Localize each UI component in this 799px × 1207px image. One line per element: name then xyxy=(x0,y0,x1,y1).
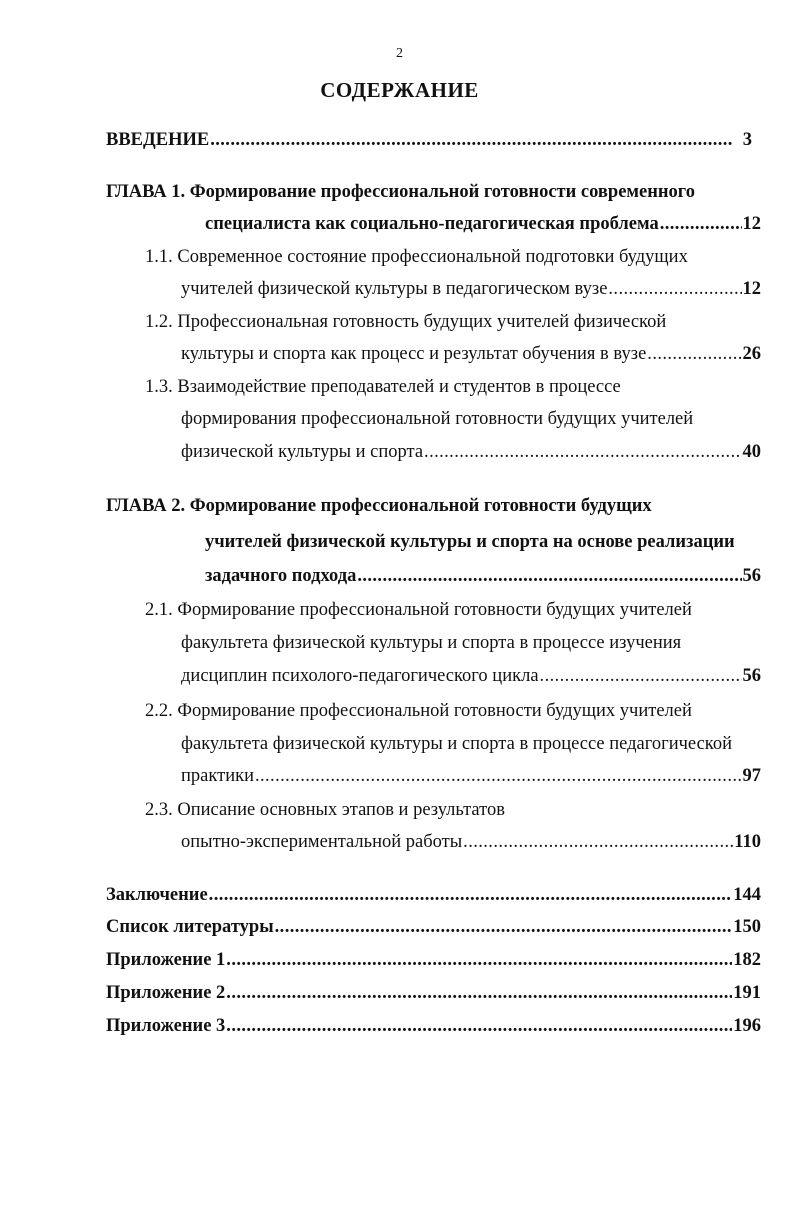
toc-entry-label: культуры и спорта как процесс и результат обучения в вузе xyxy=(181,344,647,364)
toc-entry-label: Заключение xyxy=(106,885,208,905)
dot-leader xyxy=(275,914,733,940)
chapter1-heading-line1 xyxy=(106,179,695,205)
toc-entry-label: 2.1. Формирование профессиональной готовности будущих учителей xyxy=(145,600,692,620)
toc-page-number: 56 xyxy=(742,566,761,586)
toc-entry-label: Приложение 2 xyxy=(106,983,226,1003)
toc-entry-label: ГЛАВА 2. Формирование профессиональной готовности будущих xyxy=(106,496,652,516)
toc-entry-appendix-1[interactable] xyxy=(106,947,761,973)
section-1-3-line2 xyxy=(181,406,693,432)
toc-entry-label: Приложение 1 xyxy=(106,950,226,970)
toc-page-number: 110 xyxy=(734,832,761,852)
dot-leader xyxy=(226,1013,732,1039)
toc-entry-label: 1.2. Профессиональная готовность будущих учителей физической xyxy=(145,312,667,332)
dot-leader xyxy=(540,663,742,689)
dot-leader xyxy=(226,947,732,973)
section-2-1-line2 xyxy=(181,630,681,656)
toc-page-number: 26 xyxy=(742,344,761,364)
toc-page-number: 182 xyxy=(733,950,761,970)
toc-entry-label: дисциплин психолого-педагогического цикла xyxy=(181,666,539,686)
dot-leader xyxy=(255,763,742,789)
toc-entry-label: специалиста как социально-педагогическая проблема xyxy=(205,214,659,234)
section-1-1-line1 xyxy=(145,244,688,270)
toc-page-number: 150 xyxy=(733,917,761,937)
toc-entry-label: 2.2. Формирование профессиональной готовности будущих учителей xyxy=(145,701,692,721)
toc-entry-references[interactable] xyxy=(106,914,761,940)
toc-entry-label: 1.1. Современное состояние профессиональной подготовки будущих xyxy=(145,247,688,267)
page-title: СОДЕРЖАНИЕ xyxy=(320,78,479,102)
toc-page-number: 144 xyxy=(733,885,761,905)
dot-leader xyxy=(210,127,732,153)
toc-entry-label: ВВЕДЕНИЕ xyxy=(106,130,210,150)
toc-page-number: 97 xyxy=(742,766,761,786)
toc-entry-label: Список литературы xyxy=(106,917,274,937)
dot-leader xyxy=(357,563,741,589)
dot-leader xyxy=(463,829,733,855)
section-1-3-line1 xyxy=(145,374,621,400)
dot-leader xyxy=(226,980,732,1006)
dot-leader xyxy=(660,211,742,237)
toc-entry-section-1-3[interactable] xyxy=(181,439,761,465)
page-number: 2 xyxy=(396,46,403,61)
toc-entry-section-2-1[interactable] xyxy=(181,663,761,689)
toc-entry-chapter1[interactable] xyxy=(205,211,761,237)
toc-entry-appendix-2[interactable] xyxy=(106,980,761,1006)
section-2-1-line1 xyxy=(145,597,692,623)
toc-page-number: 196 xyxy=(733,1016,761,1036)
toc-entry-label: 1.3. Взаимодействие преподавателей и студентов в процессе xyxy=(145,377,621,397)
toc-entry-label: Приложение 3 xyxy=(106,1016,226,1036)
toc-page-number: 12 xyxy=(742,214,761,234)
toc-page-number: 3 xyxy=(742,130,752,150)
toc-entry-label: учителей физической культуры и спорта на основе реализации xyxy=(205,532,735,552)
toc-entry-chapter2[interactable] xyxy=(205,563,761,589)
toc-entry-label: формирования профессиональной готовности будущих учителей xyxy=(181,409,694,429)
toc-entry-appendix-3[interactable] xyxy=(106,1013,761,1039)
toc-entry-section-1-1[interactable] xyxy=(181,276,761,302)
toc-entry-label: физической культуры и спорта xyxy=(181,442,424,462)
toc-entry-label: факультета физической культуры и спорта в процессе педагогической xyxy=(181,734,732,754)
toc-page-number: 40 xyxy=(742,442,761,462)
chapter2-heading-line2 xyxy=(205,529,735,555)
dot-leader xyxy=(647,341,741,367)
dot-leader xyxy=(608,276,741,302)
toc-page-number: 56 xyxy=(742,666,761,686)
section-2-2-line2 xyxy=(181,731,732,757)
toc-entry-conclusion[interactable] xyxy=(106,882,761,908)
toc-entry-label: факультета физической культуры и спорта в процессе изучения xyxy=(181,633,682,653)
section-2-2-line1 xyxy=(145,698,692,724)
toc-entry-label: опытно-экспериментальной работы xyxy=(181,832,463,852)
toc-entry-section-2-3[interactable] xyxy=(181,829,761,855)
section-1-2-line1 xyxy=(145,309,666,335)
toc-entry-label: 2.3. Описание основных этапов и результатов xyxy=(145,800,505,820)
toc-entry-label: задачного подхода xyxy=(205,566,357,586)
toc-page-number: 191 xyxy=(733,983,761,1003)
section-2-3-line1 xyxy=(145,797,505,823)
chapter2-heading-line1 xyxy=(106,493,652,519)
toc-entry-label: ГЛАВА 1. Формирование профессиональной готовности современного xyxy=(106,182,695,202)
toc-entry-label: практики xyxy=(181,766,254,786)
toc-entry-section-2-2[interactable] xyxy=(181,763,761,789)
toc-entry-label: учителей физической культуры в педагогическом вузе xyxy=(181,279,608,299)
toc-entry-intro[interactable] xyxy=(106,127,752,153)
dot-leader xyxy=(209,882,733,908)
dot-leader xyxy=(424,439,741,465)
toc-page-number: 12 xyxy=(742,279,761,299)
toc-entry-section-1-2[interactable] xyxy=(181,341,761,367)
